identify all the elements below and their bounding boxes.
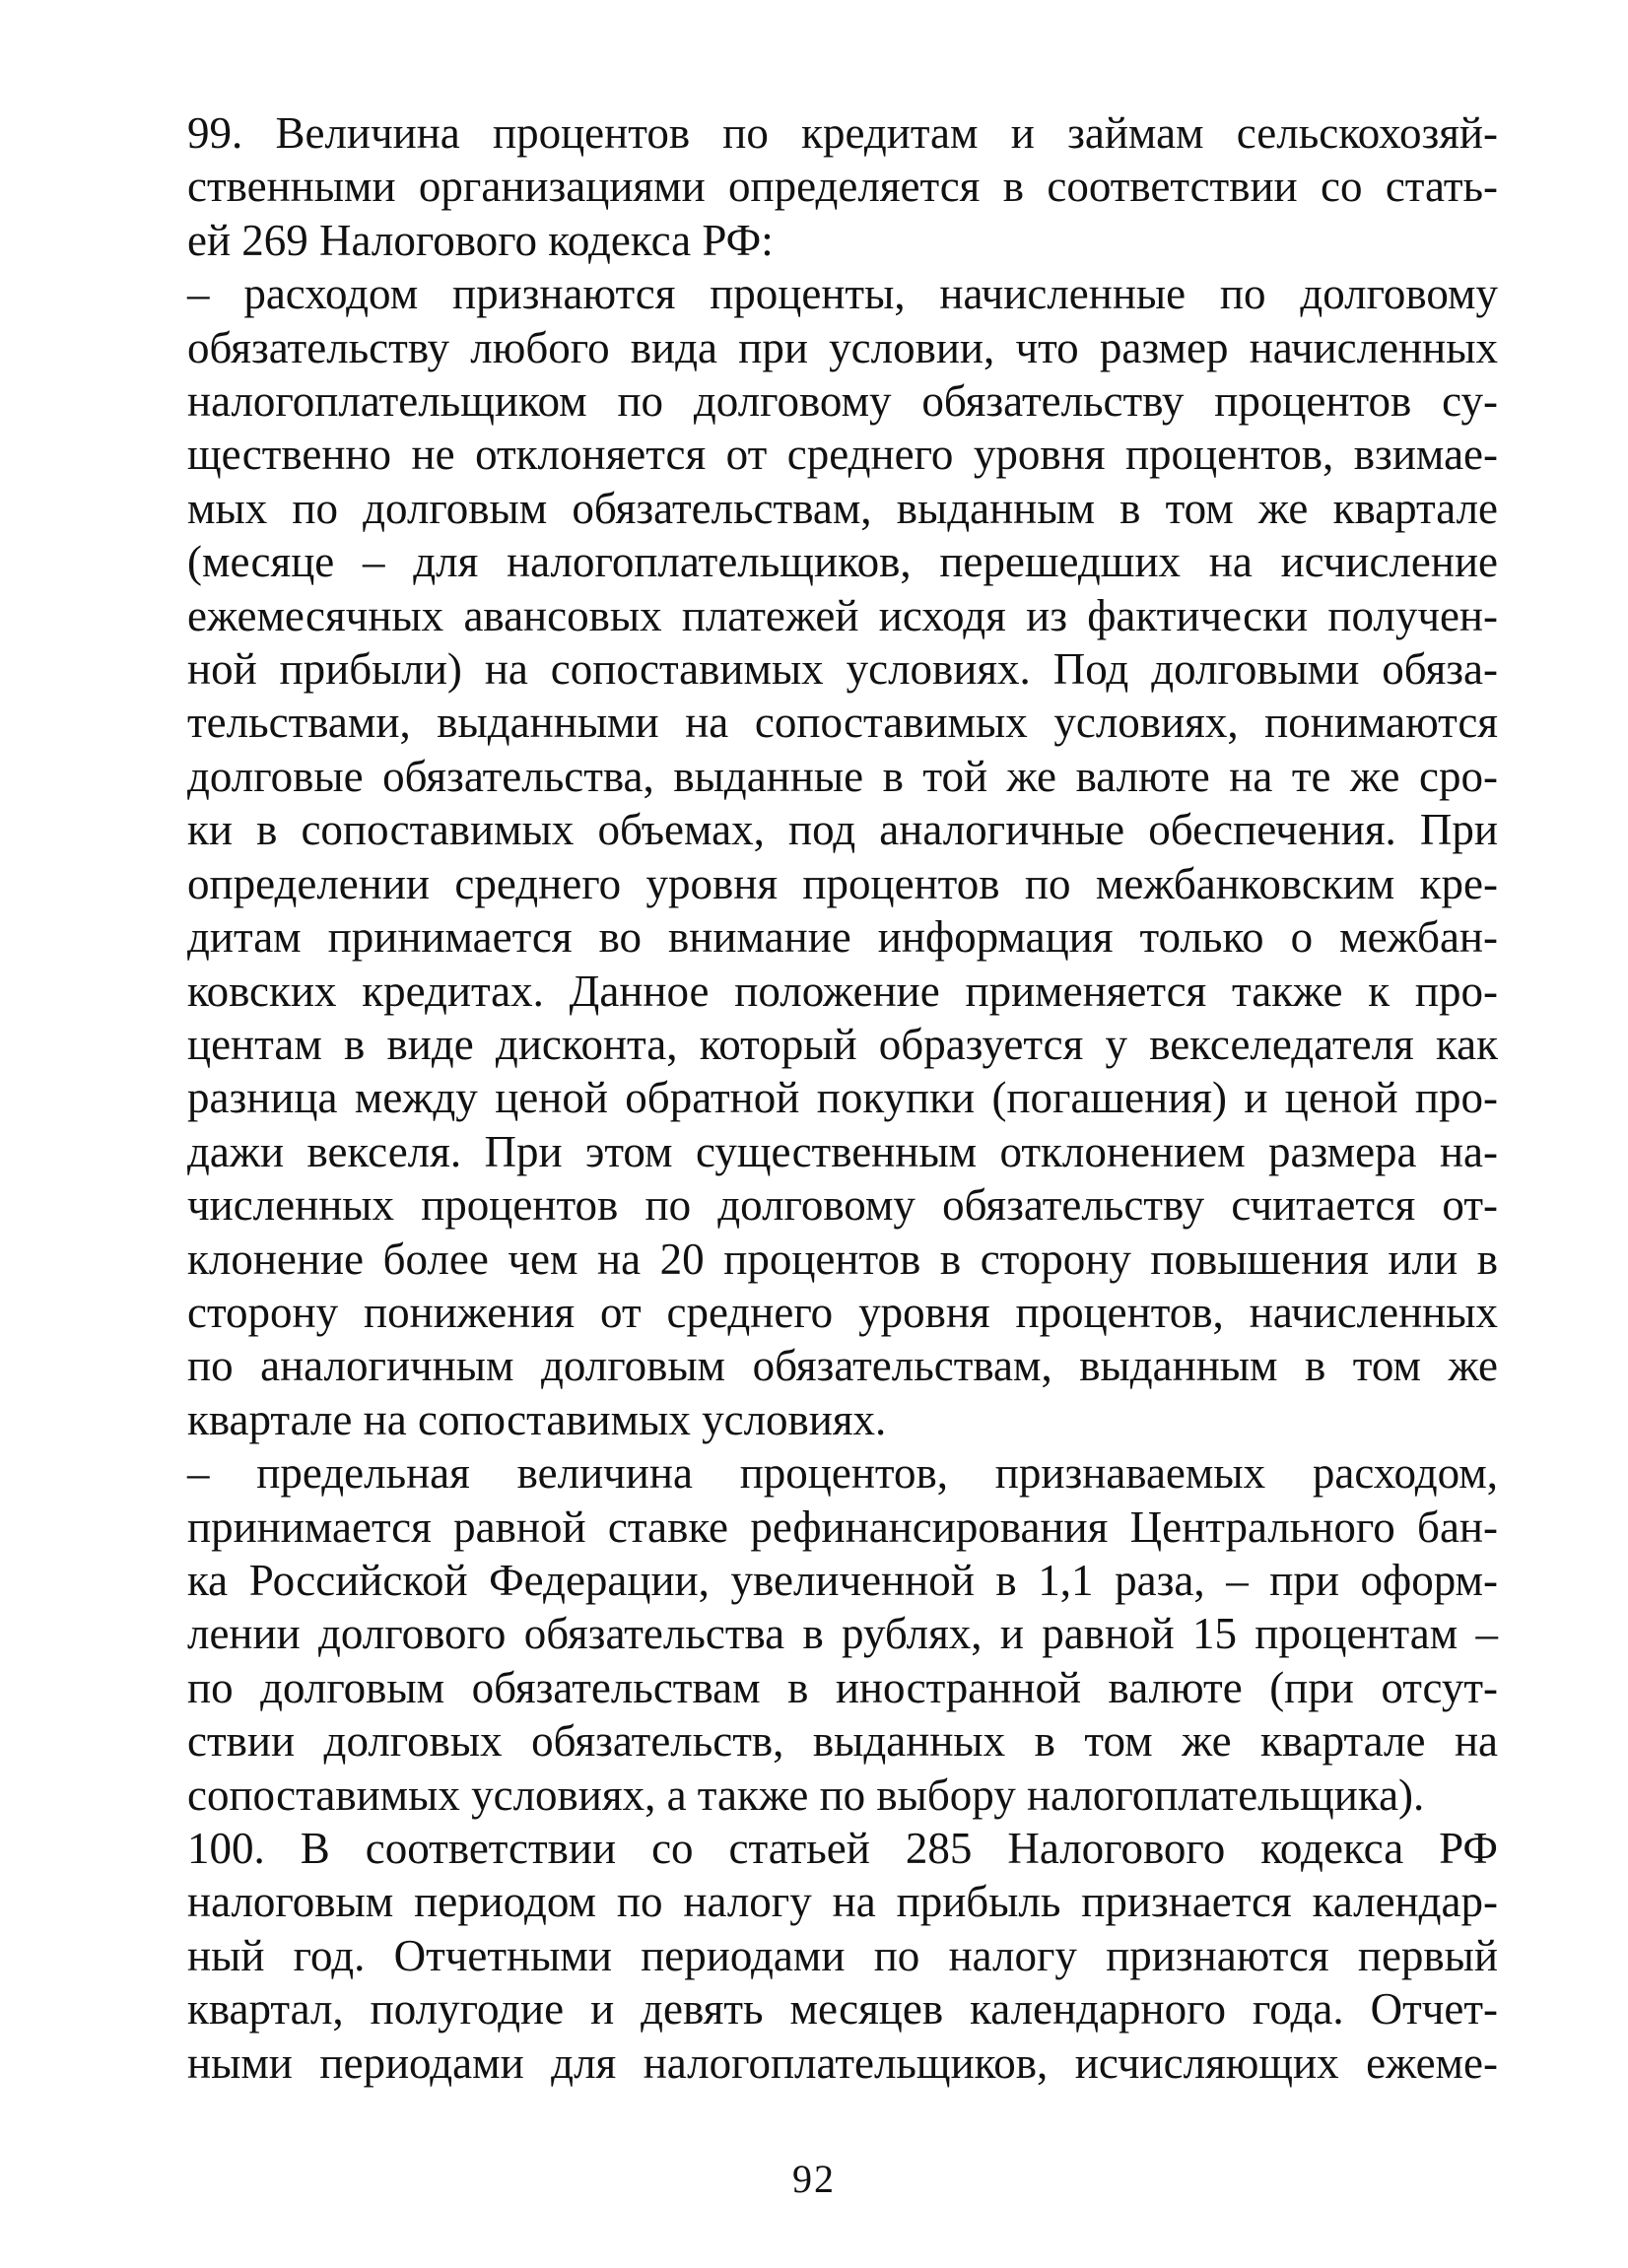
text-line: 100. В соответствии со статьей 285 Налогового кодекса РФ	[187, 1824, 1498, 1873]
text-line: – предельная величина процентов, признаваемых расходом,	[187, 1448, 1498, 1499]
text-line: налогоплательщиком по долговому обязательству процентов су-	[187, 376, 1498, 427]
text-line: ежемесячных авансовых платежей исходя из фактически получен-	[187, 590, 1498, 640]
text-line: ной прибыли) на сопоставимых условиях. Под долговыми обяза-	[187, 644, 1498, 695]
text-line: по аналогичным долговым обязательствам, выданным в том же	[187, 1341, 1498, 1391]
text-line: сторону понижения от среднего уровня процентов, начисленных	[187, 1287, 1498, 1337]
text-line: разница между ценой обратной покупки (погашения) и ценой про-	[187, 1073, 1498, 1123]
text-line: ка Российской Федерации, увеличенной в 1,1 раза, – при оформ-	[187, 1555, 1498, 1605]
text-line: тельствами, выданными на сопоставимых условиях, понимаются	[187, 698, 1498, 748]
text-line: (месяце – для налогоплательщиков, перешедших на исчисление	[187, 537, 1498, 587]
text-line: ей 269 Налогового кодекса РФ:	[187, 215, 774, 265]
text-line: принимается равной ставке рефинансирования Центрального бан-	[187, 1501, 1498, 1552]
text-line: долговые обязательства, выданные в той же валюте на те же сро-	[187, 751, 1498, 801]
text-line: ствии долговых обязательств, выданных в том же квартале на	[187, 1716, 1498, 1767]
paragraph-interest-expense	[128, 267, 1498, 1446]
page-number: 92	[792, 2157, 836, 2201]
paragraph-interest-limit	[128, 1446, 1498, 1822]
text-line: ный год. Отчетными периодами по налогу признаются первый	[187, 1930, 1498, 1980]
text-line: лении долгового обязательства в рублях, и равной 15 процентам –	[187, 1609, 1498, 1659]
body-text	[128, 106, 1498, 2090]
text-line: квартал, полугодие и девять месяцев календарного года. Отчет-	[187, 1984, 1498, 2035]
text-line: ными периодами для налогоплательщиков, исчисляющих ежеме-	[187, 2037, 1498, 2088]
text-line: мых по долговым обязательствам, выданным в том же квартале	[187, 483, 1498, 533]
text-line: по долговым обязательствам в иностранной валюте (при отсут-	[187, 1662, 1498, 1712]
text-line: обязательству любого вида при условии, что размер начисленных	[187, 322, 1498, 372]
text-line: клонение более чем на 20 процентов в сторону повышения или в	[187, 1234, 1498, 1284]
text-line: щественно не отклоняется от среднего уровня процентов, взимае-	[187, 430, 1498, 480]
text-line: численных процентов по долговому обязательству считается от-	[187, 1180, 1498, 1231]
text-line: 99. Величина процентов по кредитам и займам сельскохозяй-	[187, 108, 1498, 158]
paragraph-100	[128, 1822, 1498, 2090]
text-line: налоговым периодом по налогу на прибыль признается календар-	[187, 1877, 1498, 1927]
text-line: сопоставимых условиях, а также по выбору налогоплательщика).	[187, 1769, 1425, 1820]
text-line: дитам принимается во внимание информация только о межбан-	[187, 912, 1498, 963]
text-line: квартале на сопоставимых условиях.	[187, 1394, 887, 1444]
text-line: ковских кредитах. Данное положение применяется также к про-	[187, 966, 1498, 1016]
text-line: центам в виде дисконта, который образуется у векселедателя как	[187, 1019, 1498, 1069]
text-line: – расходом признаются проценты, начисленные по долговому	[187, 269, 1498, 319]
text-line: ки в сопоставимых объемах, под аналогичные обеспечения. При	[187, 805, 1498, 855]
text-line: определении среднего уровня процентов по межбанковским кре-	[187, 858, 1498, 908]
paragraph-99	[128, 106, 1498, 267]
text-line: дажи векселя. При этом существенным отклонением размера на-	[187, 1126, 1498, 1176]
text-line: ственными организациями определяется в соответствии со стать-	[187, 162, 1498, 212]
